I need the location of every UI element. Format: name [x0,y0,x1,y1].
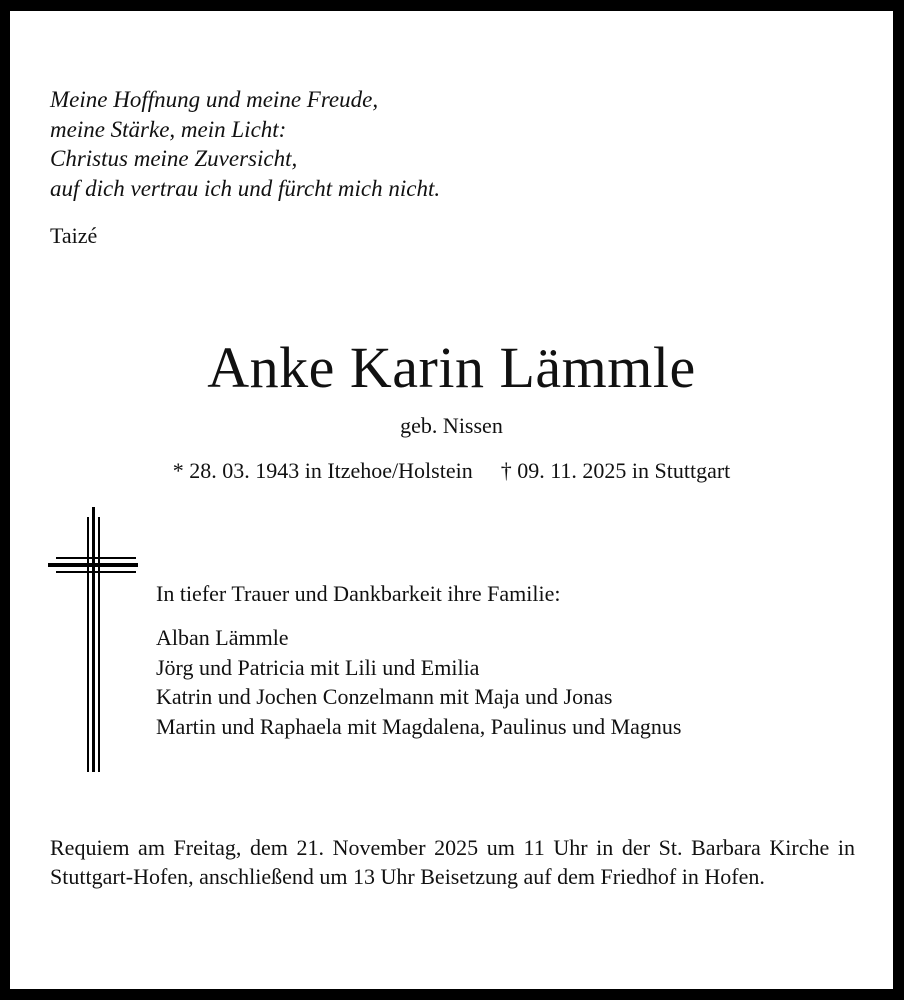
quote-line: auf dich vertrau ich und fürcht mich nicht. [50,175,441,201]
maiden-name: geb. Nissen [400,413,503,438]
quote-block [50,85,440,203]
quote-line: Christus meine Zuversicht, [50,146,298,171]
mourners-intro: In tiefer Trauer und Dankbarkeit ihre Familie: [156,581,561,606]
cross-icon [48,507,138,772]
obituary-notice [10,11,893,989]
quote-line: meine Stärke, mein Licht: [50,116,287,142]
service-info: Requiem am Freitag, dem 21. November 2025 um 11 Uhr in der St. Barbara Kirche in Stuttgart-Hofen, anschließend um 13 Uhr Beisetzung auf dem Friedhof in Hofen. [50,835,855,889]
death-date: † 09. 11. 2025 in Stuttgart [500,458,731,483]
mourner-entry: Martin und Raphaela mit Magdalena, Paulinus und Magnus [156,713,682,739]
mourner-entry: Jörg und Patricia mit Lili und Emilia [156,654,480,680]
mourner-entry: Alban Lämmle [156,625,289,650]
quote-source: Taizé [50,223,98,248]
deceased-name: Anke Karin Lämmle [207,335,696,400]
life-dates [10,458,893,484]
birth-date: * 28. 03. 1943 in Itzehoe/Holstein [172,458,473,483]
mourner-entry: Katrin und Jochen Conzelmann mit Maja und Jonas [156,684,613,709]
mourners-list [156,623,681,741]
quote-line: Meine Hoffnung und meine Freude, [50,87,379,112]
